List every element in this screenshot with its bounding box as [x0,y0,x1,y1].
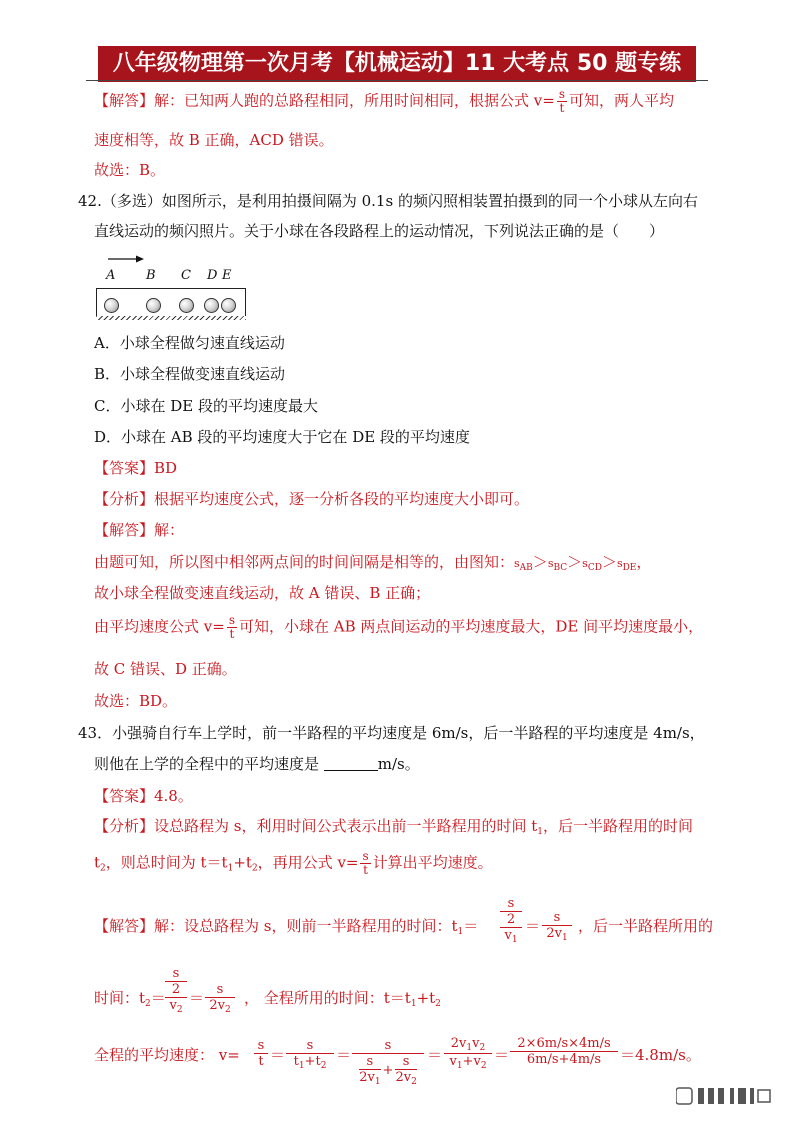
frac-s-over-2-over-v1 [500,896,522,945]
frac-numeric [510,1036,618,1067]
eq-sign: ＝ [270,1046,286,1064]
frac-s-over-t1-plus-t2 [286,1038,334,1071]
q43-stem2-unit: m/s。 [377,755,420,773]
ball-b [146,298,161,313]
sub-de: DE [622,563,637,573]
sub-ab: AB [519,563,533,573]
frac-s: s [366,1054,374,1069]
frac-2v1v2-over-sum [444,1036,492,1071]
sub-1: 1 [374,1077,381,1087]
sub-bc: BC [553,563,568,573]
sub-1: 1 [466,1043,473,1053]
header-rule [86,80,708,81]
sub-2: 2 [479,1043,486,1053]
sym-t: t [315,1054,321,1069]
ball-a [104,298,119,313]
frac-den: 6m/s+4m/s [526,1052,602,1067]
sub-1: 1 [227,863,234,874]
comma: ， [636,553,652,571]
eq-sign: ＝ [463,917,479,935]
sym-v: v [472,1036,480,1051]
q43-stem-line2 [94,753,420,774]
frac-t1-t2 [294,1054,327,1071]
frac-s-over-sum [352,1038,424,1087]
sym-t: t [94,853,101,872]
label-e: E [222,268,232,283]
q43-sol1-post: ，后一半路程所用的 [578,917,714,935]
label-a: A [106,268,116,283]
sym-v: v [504,928,512,943]
q43-result: ＝4.8m/s。 [620,1046,701,1064]
q42-sol1-text: 由题可知，所以图中相邻两点间的时间间隔是相等的，由图知： [94,553,515,571]
q43-analysis-end: 计算出平均速度。 [372,853,493,872]
frac-v1 [504,928,517,945]
q42-stem-line1: 42.（多选）如图所示，是利用拍摄间隔为 0.1s 的频闪照相装置拍摄到的同一个小球从左向右 [78,192,698,210]
sub-1: 1 [537,827,543,837]
plus: + [304,1054,316,1069]
frac-s-over-2v1 [542,910,572,943]
q42-solution-line4: 故 C 错误、D 正确。 [94,660,237,678]
sub-2: 2 [100,863,106,874]
frac-denominator [359,1054,417,1087]
q42-analysis: 【分析】根据平均速度公式，逐一分析各段的平均速度大小即可。 [94,490,530,508]
frac-num: s [362,849,369,863]
q42-solution-head: 【解答】解： [94,521,185,539]
sub-2: 2 [480,1061,487,1071]
q43-solution-line2 [94,987,166,1009]
q43-analysis-formula: ，再用公式 v= [257,853,359,872]
frac-den: t [559,101,565,115]
sym-2v: 2v [546,926,562,941]
s-bc [547,557,568,573]
sym-s: s [582,557,588,570]
q43-analysis-post: ，后一半路程用的时间 [543,817,694,835]
eq-sign: ＝ [525,917,541,935]
track-box [96,288,246,318]
frac-s: s [257,1038,265,1053]
sub-2: 2 [224,1005,231,1015]
q42-solution-line3 [94,614,703,641]
q43-analysis-line2 [94,850,493,877]
frac-2v2 [209,998,230,1015]
frac-s-2v2 [395,1054,416,1087]
q43-sol2-post: ， 全程所用的时间：t＝t [244,989,411,1007]
q43-analysis-text: 【分析】设总路程为 s，利用时间公式表示出前一半路程用的时间 t [94,817,538,835]
eq-sign: ＝ [336,1046,352,1064]
sym-v: v [449,1054,457,1069]
ball-d [204,298,219,313]
q43-analysis-mid: ，则总时间为 t＝t [105,853,228,872]
watermark-logo-icon [676,1084,772,1108]
eq-sign: ＝ [427,1046,443,1064]
q42-sol3-text: 由平均速度公式 v= [94,617,225,636]
frac-v2 [169,998,182,1015]
label-b: B [146,268,156,283]
q42-solution-line2: 故小球全程做变速直线运动，故 A 错误、B 正确； [94,584,431,602]
sym-s: s [514,557,520,570]
sym-2v: 2v [395,1070,412,1085]
frac-s: s [172,966,180,981]
formula-fraction [360,850,370,877]
frac-2: 2 [506,912,516,927]
sub-2: 2 [320,1061,327,1071]
frac-v1-v2 [449,1054,486,1071]
label-c: C [181,268,191,283]
sub-1: 1 [456,1061,463,1071]
sym-2v: 2v [359,1070,375,1085]
sym-s: s [616,557,623,570]
q41-solution-text: 【解答】解：已知两人跑的总路程相同，所用时间相同，根据公式 v= [94,91,555,110]
gt-sign: ＞ [532,553,548,571]
q43-plus-t: +t [416,989,436,1007]
sub-1: 1 [410,999,417,1009]
frac-2: 2 [171,982,181,997]
ball-e [221,298,236,313]
plus: + [382,1063,394,1078]
gt-sign: ＞ [601,553,617,571]
sub-2: 2 [435,999,441,1009]
q43-solution-line1 [94,915,478,937]
q41-solution-text-post: 可知，两人平均 [569,91,675,110]
q43-sol3-text: 全程的平均速度： v= [94,1046,240,1064]
q41-choice: 故选：B。 [94,161,166,179]
s-cd [582,557,602,573]
frac-t: t [258,1054,264,1069]
q42-answer: 【答案】BD [94,459,178,477]
q42-sol3-post: 可知，小球在 AB 两点间运动的平均速度最大，DE 间平均速度最小， [238,617,704,636]
q42-option-d: D．小球在 AB 段的平均速度大于它在 DE 段的平均速度 [94,428,470,446]
q43-sol1-text: 【解答】解：设总路程为 s，则前一半路程用的时间：t [94,917,458,935]
sub-2: 2 [176,1005,183,1015]
frac-num: s [228,613,235,627]
q42-choice: 故选：BD。 [94,692,178,710]
sub-1: 1 [511,935,518,945]
s-de [616,557,637,573]
sub-cd: CD [587,563,602,573]
s-ab [514,557,533,573]
frac-2v1 [359,1070,380,1087]
eq-sign: ＝ [494,1046,510,1064]
frac-s: s [216,982,224,997]
frac-s: s [384,1038,392,1053]
eq-sign: ＝ [189,989,205,1007]
q43-answer: 【答案】4.8。 [94,787,193,805]
q41-solution-line1 [94,88,674,115]
frac-s: s [306,1038,314,1053]
q43-solution-line3 [94,1044,240,1065]
frac-num: 2×6m/s×4m/s [517,1036,611,1051]
q43-stem-line1: 43．小强骑自行车上学时，前一半路程的平均速度是 6m/s，后一半路程的平均速度是 4m/s， [78,724,705,742]
frac-s-over-2-over-v2 [165,966,187,1015]
sub-1: 1 [298,1061,305,1071]
sym-v: v [169,998,177,1013]
q42-stem-line2: 直线运动的频闪照片。关于小球在各段路程上的运动情况，下列说法正确的是（ ） [94,222,665,240]
eq-sign: ＝ [150,989,166,1007]
sym-t: t [293,1054,299,1069]
plus: + [462,1054,474,1069]
sub-2: 2 [145,999,151,1009]
q42-option-a: A．小球全程做匀速直线运动 [94,334,285,352]
q43-plus-t: +t [233,853,252,872]
q43-analysis-line1 [94,815,693,837]
frac-s-over-t [254,1038,268,1069]
q42-solution-line1 [94,551,651,573]
frac-s-2v1 [359,1054,380,1087]
frac-den: t [229,627,235,641]
q43-sol2-text: 时间：t [94,989,146,1007]
frac-s: s [553,910,561,925]
page-banner-title: 八年级物理第一次月考【机械运动】11 大考点 50 题专练 [98,46,696,82]
sub-2: 2 [251,863,258,874]
frac-s-over-2v2 [205,982,235,1015]
gt-sign: ＞ [567,553,583,571]
answer-blank [324,756,378,771]
direction-arrow-icon [108,254,144,264]
ball-c [179,298,194,313]
sym-2v: 2v [209,998,225,1013]
sym-2v: 2v [450,1036,467,1051]
formula-fraction [227,614,237,641]
q42-option-c: C．小球在 DE 段的平均速度最大 [94,397,318,415]
label-d: D [207,268,218,283]
sub-1: 1 [561,933,568,943]
q42-option-b: B．小球全程做变速直线运动 [94,365,286,383]
ground-hatch [96,316,246,320]
q41-solution-line2: 速度相等，故 B 正确，ACD 错误。 [94,131,334,149]
frac-den: t [363,863,368,877]
frac-num: s [558,87,565,101]
q43-total-time [244,987,441,1009]
frac-s: s [507,896,515,911]
sub-1: 1 [457,927,464,937]
formula-fraction [557,88,567,115]
sub-2: 2 [411,1077,417,1087]
sym-s: s [547,557,554,570]
frac-2v1 [546,926,567,943]
sym-v: v [473,1054,481,1069]
frac-2v2 [395,1070,416,1087]
frac-s: s [402,1054,410,1069]
q43-stem2-text: 则他在上学的全程中的平均速度是 [94,755,324,773]
frac-2v1v2 [451,1036,485,1053]
